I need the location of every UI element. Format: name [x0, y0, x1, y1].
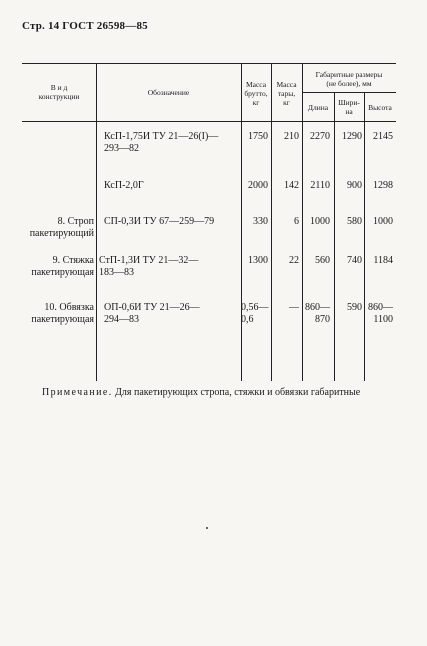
row5-gross: 0,56— 0,6 [241, 302, 269, 325]
footnote-text: Для пакетирующих стропа, стяжки и обвязки габаритные [115, 387, 361, 398]
row2-gross: 2000 [248, 180, 268, 191]
col-header-designation: Обозначение [147, 88, 190, 97]
col-header-height: Высота [368, 103, 392, 112]
table-header-rule [22, 121, 396, 122]
row4-height: 1184 [373, 255, 393, 266]
row1-width: 1290 [342, 131, 362, 142]
row1-tare: 210 [284, 131, 299, 142]
row5-designation: ОП-0,6И ТУ 21—26— 294—83 [104, 302, 200, 325]
row1-gross: 1750 [248, 131, 268, 142]
row4-width: 740 [347, 255, 362, 266]
footnote [42, 387, 360, 398]
row5-width: 590 [347, 302, 362, 313]
col-header-kind: В и д конструкции [38, 83, 80, 101]
col-header-tare-mass: Масса тары, кг [276, 80, 297, 107]
row2-width: 900 [347, 180, 362, 191]
page-header: Стр. 14 ГОСТ 26598—85 [22, 20, 148, 32]
row2-tare: 142 [284, 180, 299, 191]
row3-width: 580 [347, 216, 362, 227]
row3-length: 1000 [310, 216, 330, 227]
row2-height: 1298 [373, 180, 393, 191]
col-header-gross-mass: Масса брутто, кг [244, 80, 268, 107]
row1-height: 2145 [373, 131, 393, 142]
footnote-label: Примечание. [42, 387, 113, 398]
row5-height: 860— 1100 [368, 302, 393, 325]
row5-tare: — [289, 302, 299, 313]
dims-group-divider [302, 92, 396, 93]
row2-length: 2110 [310, 180, 330, 191]
row5-kind: 10. Обвязка пакетирующая [31, 302, 94, 325]
row3-height: 1000 [373, 216, 393, 227]
row3-kind: 8. Строп пакетирующий [29, 216, 94, 239]
col-divider-1 [96, 63, 97, 381]
row3-designation: СП-0,3И ТУ 67—259—79 [104, 216, 215, 227]
col-header-width: Шири- на [338, 98, 360, 116]
row4-tare: 22 [289, 255, 299, 266]
row1-designation: КсП-1,75И ТУ 21—26(I)— 293—82 [104, 131, 219, 154]
table-top-rule [22, 63, 396, 64]
row3-tare: 6 [294, 216, 299, 227]
col-header-length: Длина [307, 103, 329, 112]
row1-length: 2270 [310, 131, 330, 142]
row4-length: 560 [315, 255, 330, 266]
row5-length: 860— 870 [305, 302, 330, 325]
page-dot [206, 527, 208, 529]
row2-designation: КсП-2,0Г [104, 180, 144, 191]
row4-kind: 9. Стяжка пакетирующая [31, 255, 94, 278]
row4-gross: 1300 [248, 255, 268, 266]
col-header-dims-group: Габаритные размеры (не более), мм [315, 70, 383, 88]
row4-designation: СтП-1,3И ТУ 21—32— 183—83 [99, 255, 199, 278]
row3-gross: 330 [253, 216, 268, 227]
